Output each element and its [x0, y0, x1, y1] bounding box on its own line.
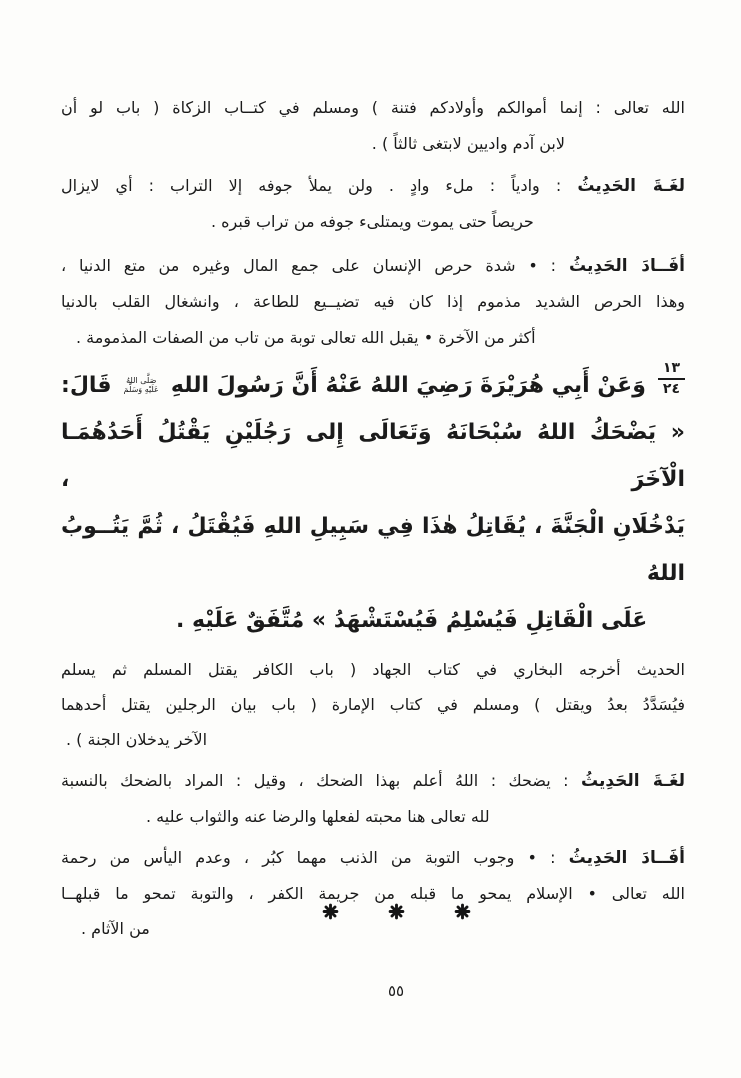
hadith-number-overall: ٢٤	[662, 381, 680, 397]
asterisk-icon	[454, 903, 471, 920]
section-text: : • شدة حرص الإنسان على جمع المال وغيره من متع الدنيا ،	[61, 256, 557, 275]
paragraph-line: من الآثام .	[81, 919, 150, 938]
seal-top-line: صَلَّى اللهُ	[126, 376, 157, 385]
page-number: ٥٥	[388, 982, 405, 1000]
section-text: : • وجوب التوبة من الذنب مهما كبُر ، وعدم اليأس من رحمة	[61, 848, 556, 867]
hadith-number	[658, 360, 685, 398]
asterisk-icon	[322, 903, 339, 920]
hadith-qala: قَالَ:	[61, 373, 112, 398]
hadith-first-line	[61, 362, 685, 409]
paragraph-line: وهذا الحرص الشديد مذموم إذا كان فيه تضيــيع للطاعة ، وانشغال القلب بالدنيا	[61, 292, 685, 311]
section-heading: أفَــادَ الحَدِيثُ	[568, 256, 685, 276]
hadith-language-section-2	[61, 763, 685, 834]
paragraph-line	[61, 168, 685, 204]
section-text: : وادياً : ملء وادٍ . ولن يملأ جوفه إلا التراب : أي لايزال	[61, 176, 562, 195]
prophet-salutation-seal	[124, 376, 159, 394]
paragraph-line: الآخر يدخلان الجنة ) .	[66, 730, 208, 749]
paragraph-line: الله تعالى • الإسلام يمحو ما قبله من جريمة الكفر ، والتوبة تمحو ما قبلهــا	[61, 884, 685, 903]
takhrij-paragraph	[61, 652, 685, 757]
hadith-line: يَدْخُلَانِ الْجَنَّةَ ، يُقَاتِلُ هٰذَا فِي سَبِيلِ اللهِ فَيُقْتَلُ ، ثُمَّ يَتُــوبُ اللهُ	[61, 514, 685, 586]
paragraph-line: الحديث أخرجه البخاري في كتاب الجهاد ( باب الكافر يقتل المسلم ثم يسلم	[61, 660, 685, 679]
paragraph-line	[61, 763, 685, 799]
text-column	[61, 90, 685, 952]
seal-bottom-line: عَلَيْهِ وَسَلَّمَ	[123, 385, 159, 394]
paragraph-line: لله تعالى هنا محبته لفعلها والرضا عنه والثواب عليه .	[146, 807, 490, 826]
hadith-lessons-section-2	[61, 840, 685, 946]
asterisk-icon	[388, 903, 405, 920]
section-heading: لغَـةَ الحَدِيثُ	[577, 176, 685, 196]
hadith-isnad: وَعَنْ أَبِي هُرَيْرَةَ رَضِيَ اللهُ عَنْهُ أَنَّ رَسُولَ اللهِ	[170, 373, 646, 398]
section-text: : يضحك : اللهُ أعلم بهذا الضحك ، وقيل : المراد بالضحك بالنسبة	[61, 771, 569, 790]
paragraph-line: لابن آدم واديين لابتغى ثالثاً ) .	[371, 134, 565, 153]
hadith-line: عَلَى الْقَاتِلِ فَيُسْلِمُ فَيُسْتَشْهَدُ » مُتَّفَقٌ عَلَيْهِ .	[176, 608, 648, 633]
ornament-separator	[322, 903, 471, 920]
hadith-line: « يَضْحَكُ اللهُ سُبْحَانَهُ وَتَعَالَى إِلى رَجُلَيْنِ يَقْتُلُ أَحَدُهُمَـا الْآخَرَ ،	[61, 420, 685, 492]
paragraph-line: فيُسَدَّدُ بعدُ ويقتل ) ومسلم في كتاب الإمارة ( باب بيان الرجلين يقتل أحدهما	[61, 695, 685, 714]
paragraph-line: الله تعالى : إنما أموالكم وأولادكم فتنة ) ومسلم في كتــاب الزكاة ( باب لو أن	[61, 98, 685, 117]
continuation-paragraph	[61, 90, 685, 162]
hadith-text	[61, 362, 685, 644]
hadith-language-section-1	[61, 168, 685, 240]
paragraph-line: حريصاً حتى يموت ويمتلىء جوفه من تراب قبره .	[211, 212, 534, 231]
paragraph-line: أكثر من الآخرة • يقبل الله تعالى توبة من تاب من الصفات المذمومة .	[76, 328, 536, 347]
section-heading: لغَـةَ الحَدِيثُ	[580, 771, 685, 791]
section-heading: أفَــادَ الحَدِيثُ	[568, 848, 685, 868]
paragraph-line	[61, 840, 685, 876]
paragraph-line	[61, 248, 685, 284]
hadith-lessons-section-1	[61, 248, 685, 356]
hadith-number-in-chapter: ١٣	[658, 360, 685, 380]
